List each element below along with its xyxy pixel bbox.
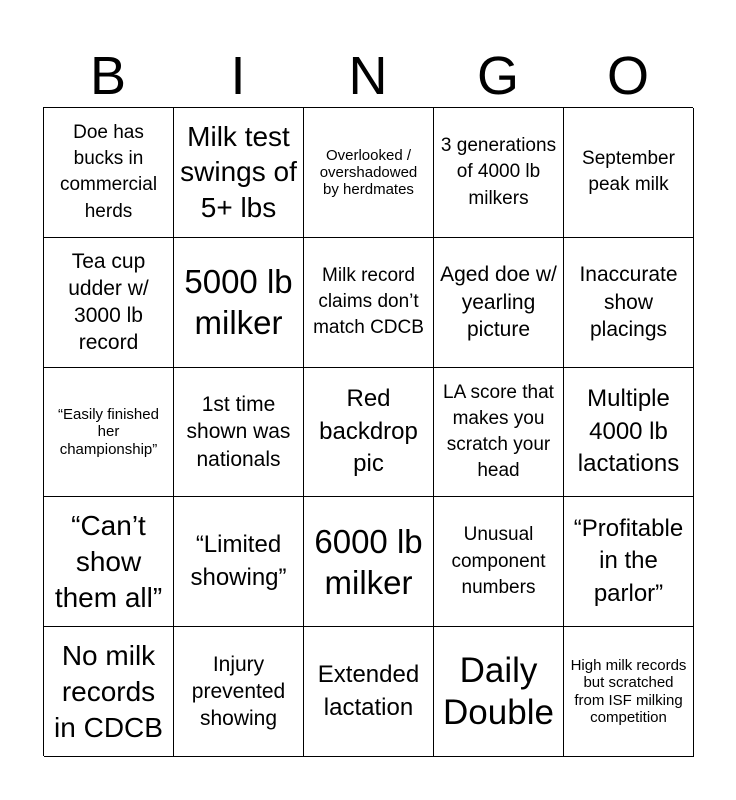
cell-text: “Limited showing” [190, 531, 287, 591]
cell-text: Unusual component numbers [451, 524, 546, 598]
bingo-cell[interactable] [304, 108, 434, 238]
header-letter-i: I [230, 46, 246, 106]
cell-text: Overlooked / overshadowed by herdmates [319, 146, 418, 199]
cell-text: “Can’t show them all” [54, 510, 163, 613]
bingo-cell[interactable] [304, 368, 434, 498]
cell-text: High milk records but scratched from ISF milking competition [570, 657, 687, 726]
cell-text: September peak milk [582, 148, 675, 196]
header-letter-g: G [476, 46, 519, 106]
cell-text: 1st time shown was nationals [186, 393, 291, 471]
bingo-cell[interactable] [304, 238, 434, 368]
cell-text: Doe has bucks in commercial herds [59, 121, 158, 222]
bingo-cell[interactable] [434, 108, 564, 238]
cell-text: 5000 lb milker [184, 262, 293, 342]
bingo-cell[interactable] [44, 108, 174, 238]
bingo-cell[interactable] [44, 627, 174, 757]
bingo-cell[interactable] [564, 108, 694, 238]
cell-text: LA score that makes you scratch your head [443, 381, 554, 482]
bingo-cell[interactable] [564, 238, 694, 368]
bingo-cell[interactable] [434, 368, 564, 498]
header-letter-n: N [348, 46, 388, 106]
cell-text: “Profitable in the parlor” [573, 514, 684, 608]
bingo-cell[interactable] [44, 497, 174, 627]
cell-text: Inaccurate show placings [579, 263, 678, 341]
bingo-cell[interactable] [44, 238, 174, 368]
cell-text: 6000 lb milker [314, 522, 423, 601]
bingo-cell[interactable] [564, 497, 694, 627]
bingo-grid [43, 107, 693, 756]
cell-text: Tea cup udder w/ 3000 lb record [68, 249, 149, 355]
bingo-cell[interactable] [304, 497, 434, 627]
cell-text: “Easily finished her championship” [58, 406, 159, 458]
bingo-cell[interactable] [174, 238, 304, 368]
cell-text: Extended lactation [317, 660, 420, 721]
header-letter-b: B [89, 46, 127, 106]
bingo-cell[interactable] [434, 238, 564, 368]
bingo-cell[interactable] [434, 497, 564, 627]
header-letter-o: O [606, 46, 649, 106]
bingo-header [43, 44, 693, 108]
cell-text: Multiple 4000 lb lactations [577, 385, 680, 478]
cell-text: Aged doe w/ yearling picture [440, 263, 557, 341]
bingo-cell[interactable] [174, 368, 304, 498]
cell-text: 3 generations of 4000 lb milkers [440, 135, 557, 209]
bingo-cell[interactable] [174, 627, 304, 757]
cell-text: Daily Double [443, 650, 554, 732]
bingo-cell[interactable] [304, 627, 434, 757]
bingo-cell[interactable] [564, 627, 694, 757]
cell-text: No milk records in CDCB [54, 639, 163, 743]
bingo-cell[interactable] [174, 108, 304, 238]
bingo-cell[interactable] [44, 368, 174, 498]
cell-text: Injury prevented showing [191, 652, 286, 731]
bingo-cell[interactable] [564, 368, 694, 498]
bingo-cell[interactable] [434, 627, 564, 757]
cell-text: Red backdrop pic [319, 385, 418, 478]
cell-text: Milk test swings of 5+ lbs [180, 120, 297, 224]
bingo-cell[interactable] [174, 497, 304, 627]
cell-text: Milk record claims don’t match CDCB [313, 264, 424, 339]
